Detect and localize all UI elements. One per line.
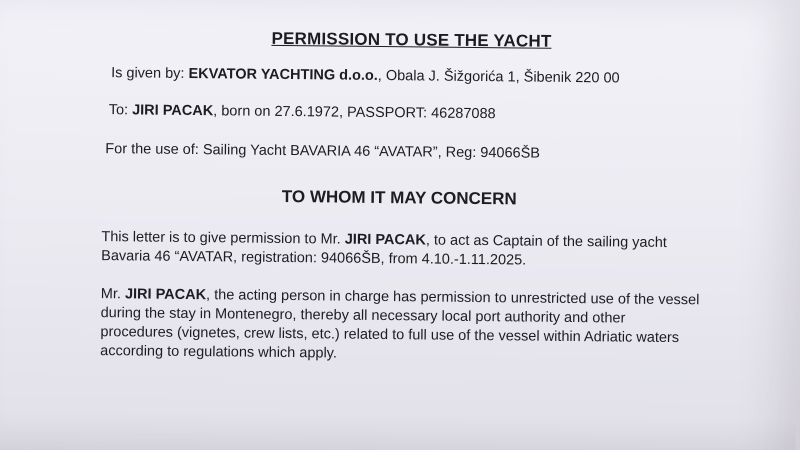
given-by-label: Is given by: [111,65,189,82]
paragraph-permission [101,228,721,272]
captain-name: JIRI PACAK [344,231,426,249]
text-fragment: , the acting person in charge has permission to unrestricted use of the vessel [206,287,700,309]
use-of-line: For the use of: Sailing Yacht BAVARIA 46 “AVATAR”, Reg: 94066ŠB [105,141,541,162]
page-shadow [0,410,796,450]
recipient-line [109,102,496,122]
paragraph-line: Bavaria 46 “AVATAR, registration: 94066ŠB, from 4.10.-1.11.2025. [101,248,527,269]
paragraph-line: during the stay in Montenegro, thereby all necessary local port authority and other [100,305,626,327]
section-heading: TO WHOM IT MAY CONCERN [281,186,517,209]
recipient-label: To: [108,102,133,119]
paragraph-line: according to regulations which apply. [100,343,337,362]
recipient-details: , born on 27.6.1972, PASSPORT: 46287088 [213,103,496,123]
given-by-line [111,65,620,86]
text-fragment: , to act as Captain of the sailing yacht [425,232,667,251]
paragraph-authority [100,285,721,367]
company-address: , Obala J. Šižgorića 1, Šibenik 220 00 [377,67,620,87]
document-title: PERMISSION TO USE THE YACHT [271,28,552,51]
paragraph-line: procedures (vignetes, crew lists, etc.) related to full use of the vessel within Adriatic waters [100,324,680,347]
text-fragment: Mr. [100,286,126,303]
recipient-name: JIRI PACAK [132,102,214,120]
company-name: EKVATOR YACHTING d.o.o. [188,65,378,84]
person-name: JIRI PACAK [124,286,207,304]
text-fragment: This letter is to give permission to Mr. [101,229,345,248]
